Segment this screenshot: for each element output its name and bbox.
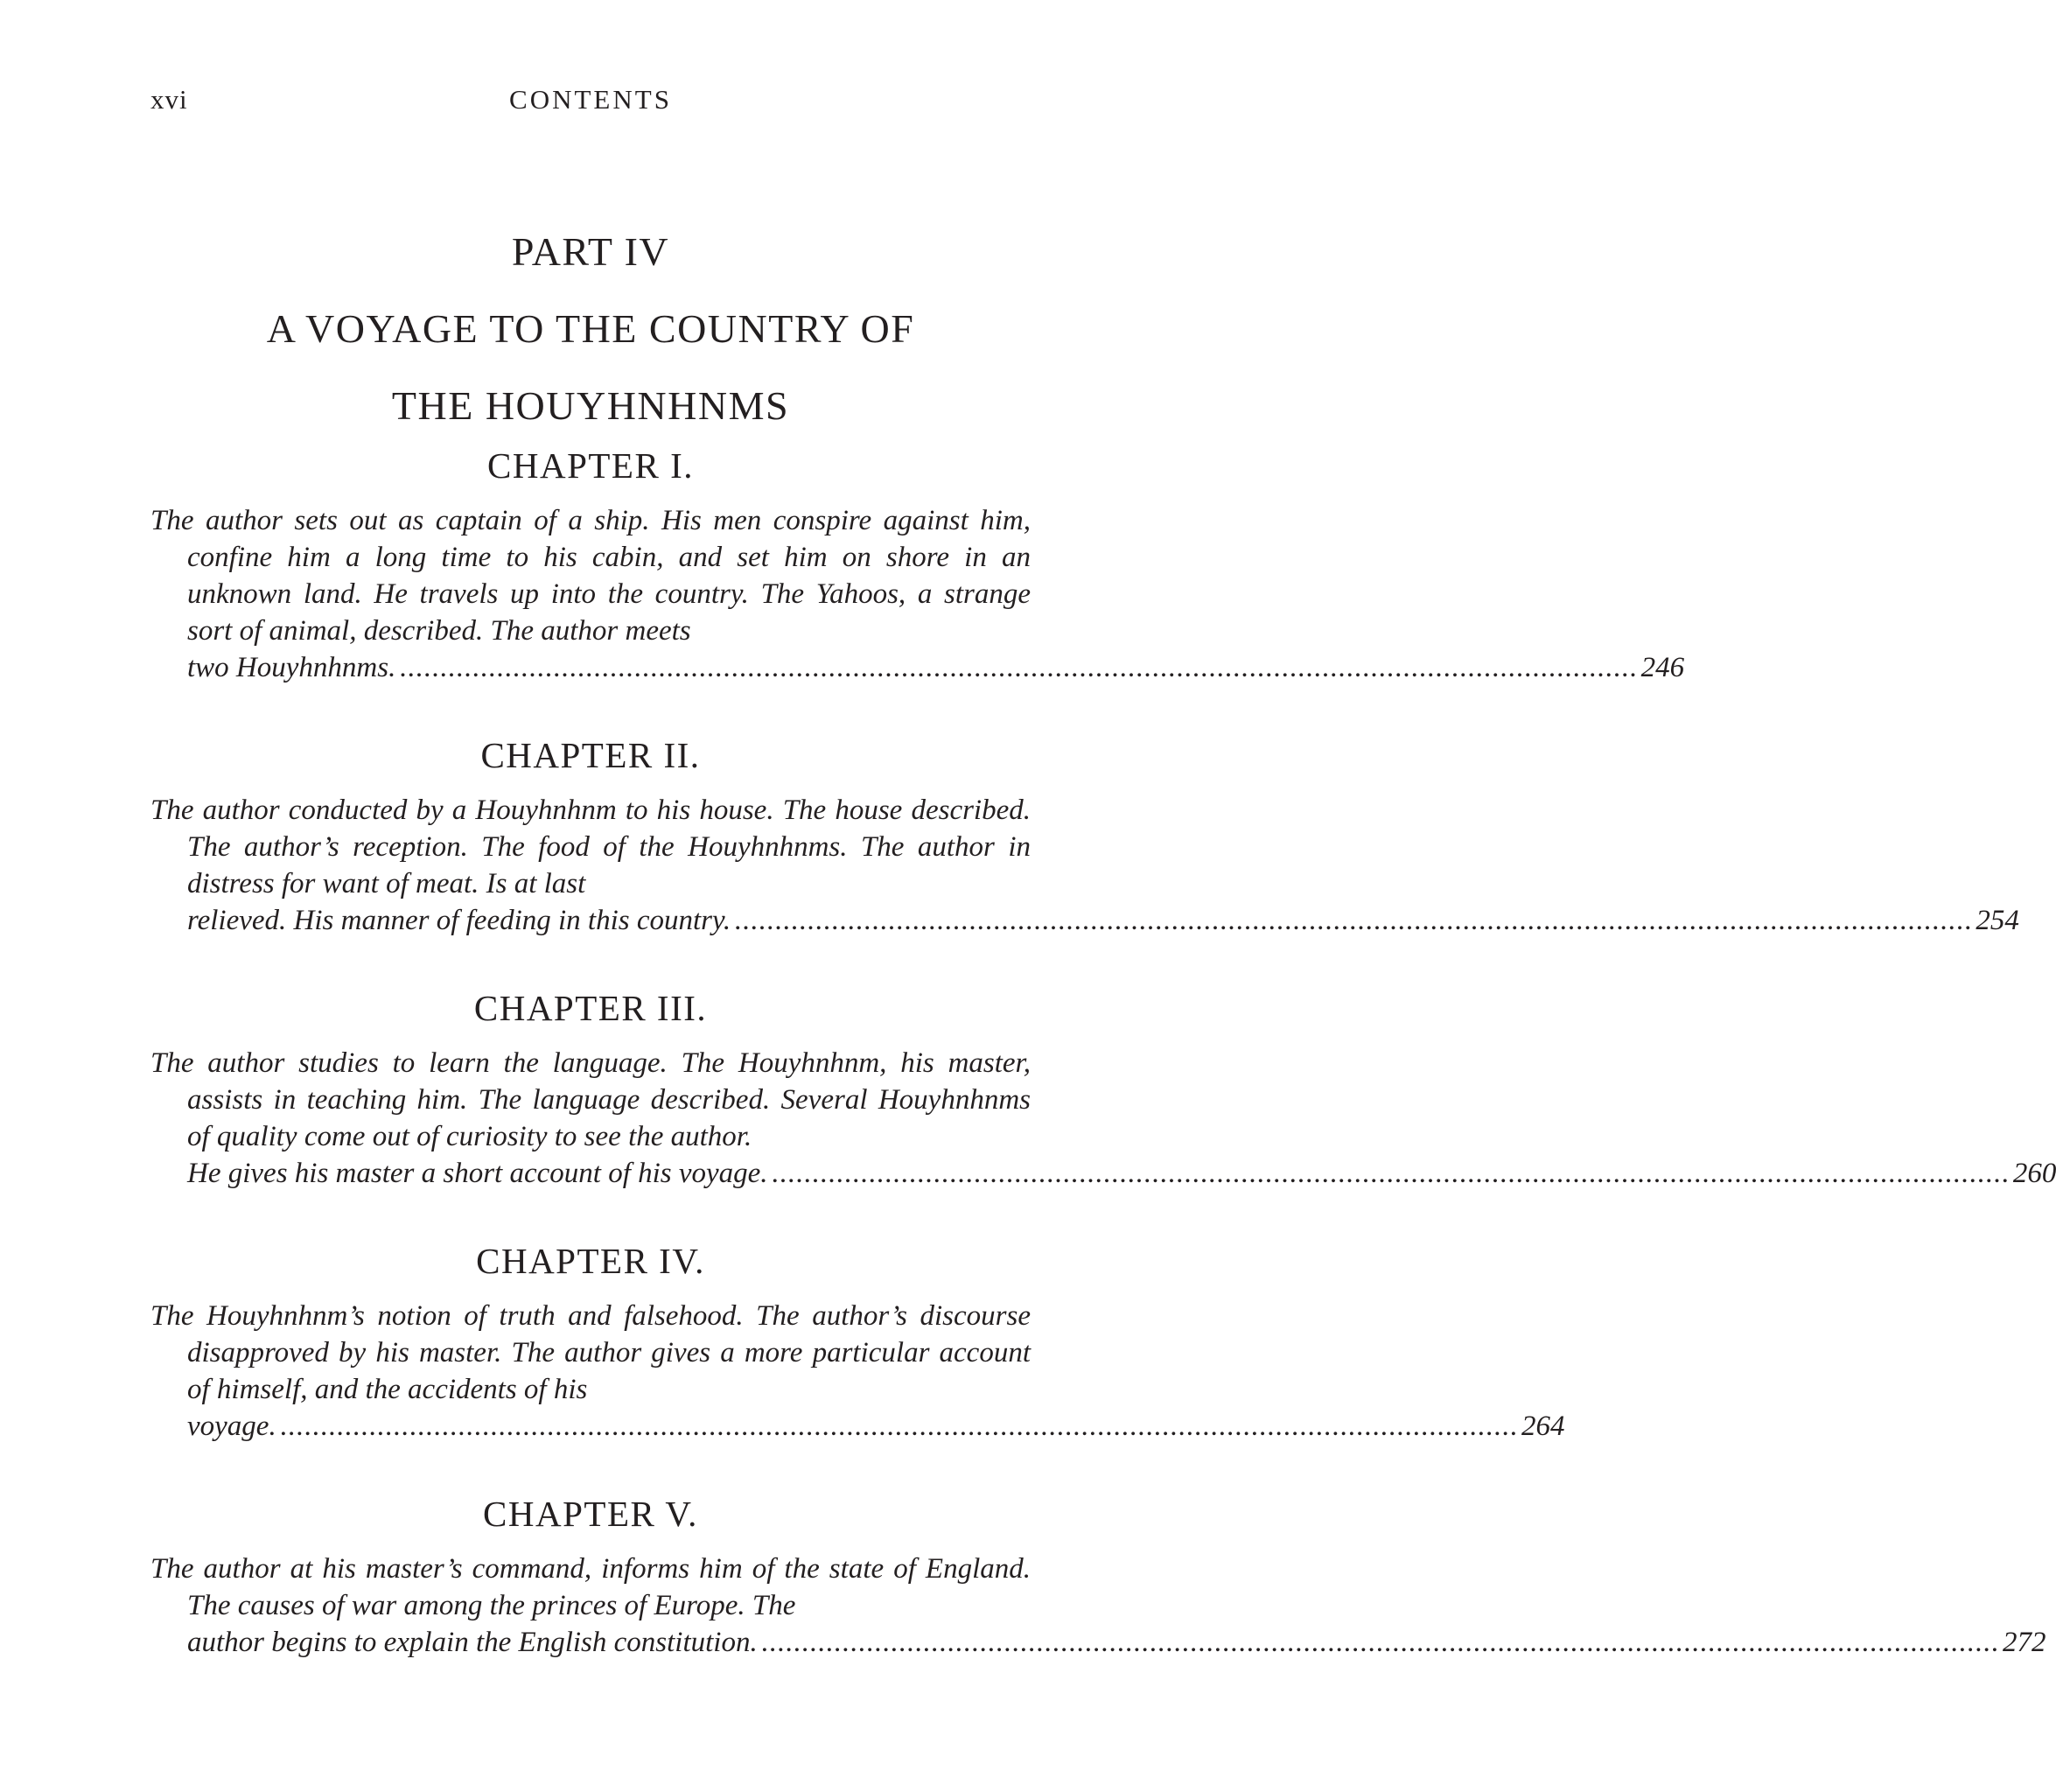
page-number[interactable]: 246	[1640, 652, 1685, 683]
chapter-leader-line	[150, 649, 1685, 686]
page-number[interactable]: 260	[2012, 1158, 2056, 1189]
chapter-entry-2	[150, 732, 2019, 939]
chapter-leader-line	[150, 1155, 2056, 1192]
part-heading	[150, 214, 1031, 444]
chapter-summary: The Houyhnhnm’s notion of truth and falsehood. The author’s discourse disapproved by his master. The author gives a more particular account of himself, and the accidents of his	[150, 1300, 1031, 1405]
part-title-line-1: A VOYAGE TO THE COUNTRY OF	[266, 306, 915, 351]
part-label: PART IV	[511, 229, 670, 274]
chapter-summary-end: relieved. His manner of feeding in this country.	[187, 905, 731, 936]
dot-leader: .........................................................................................................................................................	[760, 1627, 1999, 1658]
chapter-title: CHAPTER II.	[480, 735, 701, 775]
chapter-summary-end: voyage.	[187, 1410, 276, 1442]
chapter-list	[150, 443, 2056, 1661]
chapter-summary: The author at his master’s command, informs him of the state of England. The causes of war among the princes of Europe. The	[150, 1553, 1031, 1621]
chapter-summary-end: author begins to explain the English constitution.	[187, 1627, 758, 1658]
chapter-title: CHAPTER V.	[483, 1494, 698, 1534]
running-head	[150, 84, 1031, 119]
chapter-leader-line	[150, 1408, 1565, 1445]
dot-leader: .........................................................................................................................................................	[399, 652, 1638, 683]
chapter-entry-1	[150, 443, 1685, 686]
chapter-leader-line	[150, 902, 2019, 939]
chapter-title: CHAPTER IV.	[476, 1241, 705, 1281]
chapter-summary: The author studies to learn the language. The Houyhnhnm, his master, assists in teaching him. The language described. Several Houyhnhnms of quality come out of curiosity to see the author.	[150, 1047, 1031, 1152]
chapter-title: CHAPTER III.	[473, 988, 708, 1028]
chapter-entry-5	[150, 1491, 2046, 1661]
page-number[interactable]: 264	[1521, 1410, 1565, 1442]
chapter-title: CHAPTER I.	[487, 445, 694, 486]
chapter-entry-3	[150, 985, 2056, 1192]
page-folio: xvi	[150, 84, 188, 115]
chapter-summary: The author conducted by a Houyhnhnm to his house. The house described. The author’s reception. The food of the Houyhnhnms. The author in distress for want of meat. Is at last	[150, 794, 1031, 900]
chapter-summary: The author sets out as captain of a ship. His men conspire against him, confine him a long time to his cabin, and set him on shore in an unknown land. He travels up into the country. The Yahoos, a strange sort of animal, described. The author meets	[150, 505, 1031, 647]
part-title-line-2: THE HOUYHNHNMS	[391, 383, 790, 428]
chapter-summary-end: He gives his master a short account of his voyage.	[187, 1158, 768, 1189]
dot-leader: .........................................................................................................................................................	[279, 1410, 1518, 1442]
dot-leader: .........................................................................................................................................................	[771, 1158, 2010, 1189]
running-title: CONTENTS	[509, 84, 672, 115]
page-number[interactable]: 272	[2002, 1627, 2046, 1658]
chapter-entry-4	[150, 1238, 1565, 1445]
chapter-leader-line	[150, 1624, 2046, 1661]
chapter-summary-end: two Houyhnhnms.	[187, 652, 396, 683]
dot-leader: .........................................................................................................................................................	[734, 905, 1973, 936]
page-number[interactable]: 254	[1976, 905, 2019, 936]
